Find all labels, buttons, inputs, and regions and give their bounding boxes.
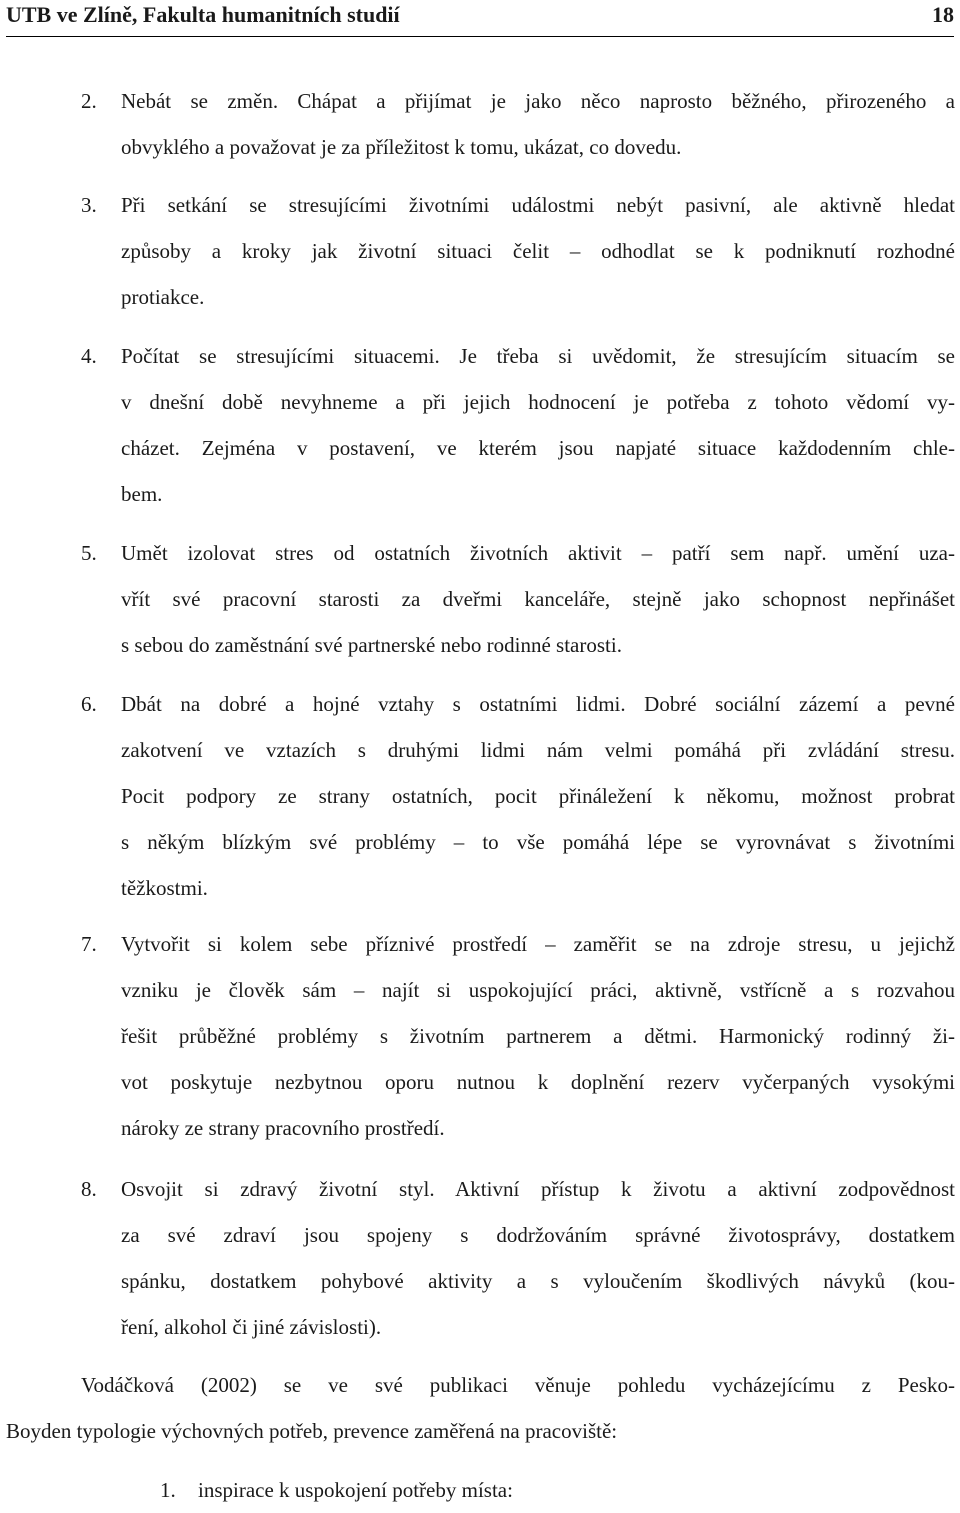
list-item-text xyxy=(121,530,955,668)
text-line: s někým blízkým své problémy – to vše pomáhá lépe se vyrovnávat s životními xyxy=(121,830,955,854)
text-line: Nebát se změn. Chápat a přijímat je jako něco naprosto běžného, přirozeného a xyxy=(121,89,955,113)
page-header xyxy=(6,0,954,37)
list-item-8 xyxy=(81,1166,955,1350)
list-item-7 xyxy=(81,921,955,1151)
page-number: 18 xyxy=(932,2,954,27)
text-line: ření, alkohol či jiné závislosti). xyxy=(121,1315,382,1339)
text-line: Vytvořit si kolem sebe příznivé prostředí – zaměřit se na zdroje stresu, u jejichž xyxy=(121,932,955,956)
list-item-number: 6. xyxy=(81,692,97,716)
list-item-number: 3. xyxy=(81,193,97,217)
list-item-number: 4. xyxy=(81,344,97,368)
text-line: těžkostmi. xyxy=(121,876,208,900)
text-line: bem. xyxy=(121,482,163,506)
text-line: řešit průběžné problémy s životním partnerem a dětmi. Harmonický rodinný ži- xyxy=(121,1024,955,1048)
text-line: Boyden typologie výchovných potřeb, prevence zaměřená na pracoviště: xyxy=(6,1419,618,1443)
list-item-text xyxy=(121,681,955,911)
text-line: nároky ze strany pracovního prostředí. xyxy=(121,1116,445,1140)
list-item-4 xyxy=(81,333,955,517)
text-line: Osvojit si zdravý životní styl. Aktivní přístup k životu a aktivní zodpovědnost xyxy=(121,1177,955,1201)
text-line: vot poskytuje nezbytnou oporu nutnou k doplnění rezerv vyčerpaných vysokými xyxy=(121,1070,955,1094)
list-item-text xyxy=(121,182,955,320)
list-item-text xyxy=(121,1166,955,1350)
list-item-number: 8. xyxy=(81,1177,97,1201)
text-line: Pocit podpory ze strany ostatních, pocit přináležení k někomu, možnost probrat xyxy=(121,784,955,808)
list-item-5 xyxy=(81,530,955,668)
list-item-3 xyxy=(81,182,955,320)
text-line: zakotvení ve vztazích s druhými lidmi nám velmi pomáhá při zvládání stresu. xyxy=(121,738,955,762)
list-item-number: 2. xyxy=(81,89,97,113)
body-paragraph xyxy=(6,1362,955,1454)
text-line: za své zdraví jsou spojeny s dodržováním správné životosprávy, dostatkem xyxy=(121,1223,955,1247)
list-item-text: inspirace k uspokojení potřeby místa: xyxy=(198,1478,513,1502)
header-title: UTB ve Zlíně, Fakulta humanitních studií xyxy=(6,2,400,27)
text-line: vřít své pracovní starosti za dveřmi kanceláře, stejně jako schopnost nepřinášet xyxy=(121,587,955,611)
text-line: cházet. Zejména v postavení, ve kterém jsou napjaté situace každodenním chle- xyxy=(121,436,955,460)
text-line: protiakce. xyxy=(121,285,205,309)
text-line: Vodáčková (2002) se ve své publikaci věnuje pohledu vycházejícímu z Pesko- xyxy=(81,1373,955,1397)
text-line: Počítat se stresujícími situacemi. Je třeba si uvědomit, že stresujícím situacím se xyxy=(121,344,955,368)
text-line: Dbát na dobré a hojné vztahy s ostatními lidmi. Dobré sociální zázemí a pevné xyxy=(121,692,955,716)
text-line: obvyklého a považovat je za příležitost k tomu, ukázat, co dovedu. xyxy=(121,135,682,159)
sub-list-item-1 xyxy=(160,1467,513,1513)
list-item-2 xyxy=(81,78,955,170)
text-line: v dnešní době nevyhneme a při jejich hodnocení je potřeba z tohoto vědomí vy- xyxy=(121,390,955,414)
text-line: vzniku je člověk sám – najít si uspokojující práci, aktivně, vstřícně a s rozvahou xyxy=(121,978,955,1002)
list-item-6 xyxy=(81,681,955,911)
list-item-text xyxy=(121,78,955,170)
text-line: Umět izolovat stres od ostatních životních aktivit – patří sem např. umění uza- xyxy=(121,541,955,565)
list-item-number: 5. xyxy=(81,541,97,565)
text-line: s sebou do zaměstnání své partnerské nebo rodinné starosti. xyxy=(121,633,622,657)
list-item-text xyxy=(121,921,955,1151)
text-line: způsoby a kroky jak životní situaci čelit – odhodlat se k podniknutí rozhodné xyxy=(121,239,955,263)
list-item-number: 7. xyxy=(81,932,97,956)
text-line: spánku, dostatkem pohybové aktivity a s vyloučením škodlivých návyků (kou- xyxy=(121,1269,955,1293)
text-line: Při setkání se stresujícími životními událostmi nebýt pasivní, ale aktivně hledat xyxy=(121,193,955,217)
list-item-number: 1. xyxy=(160,1478,176,1502)
list-item-text xyxy=(121,333,955,517)
